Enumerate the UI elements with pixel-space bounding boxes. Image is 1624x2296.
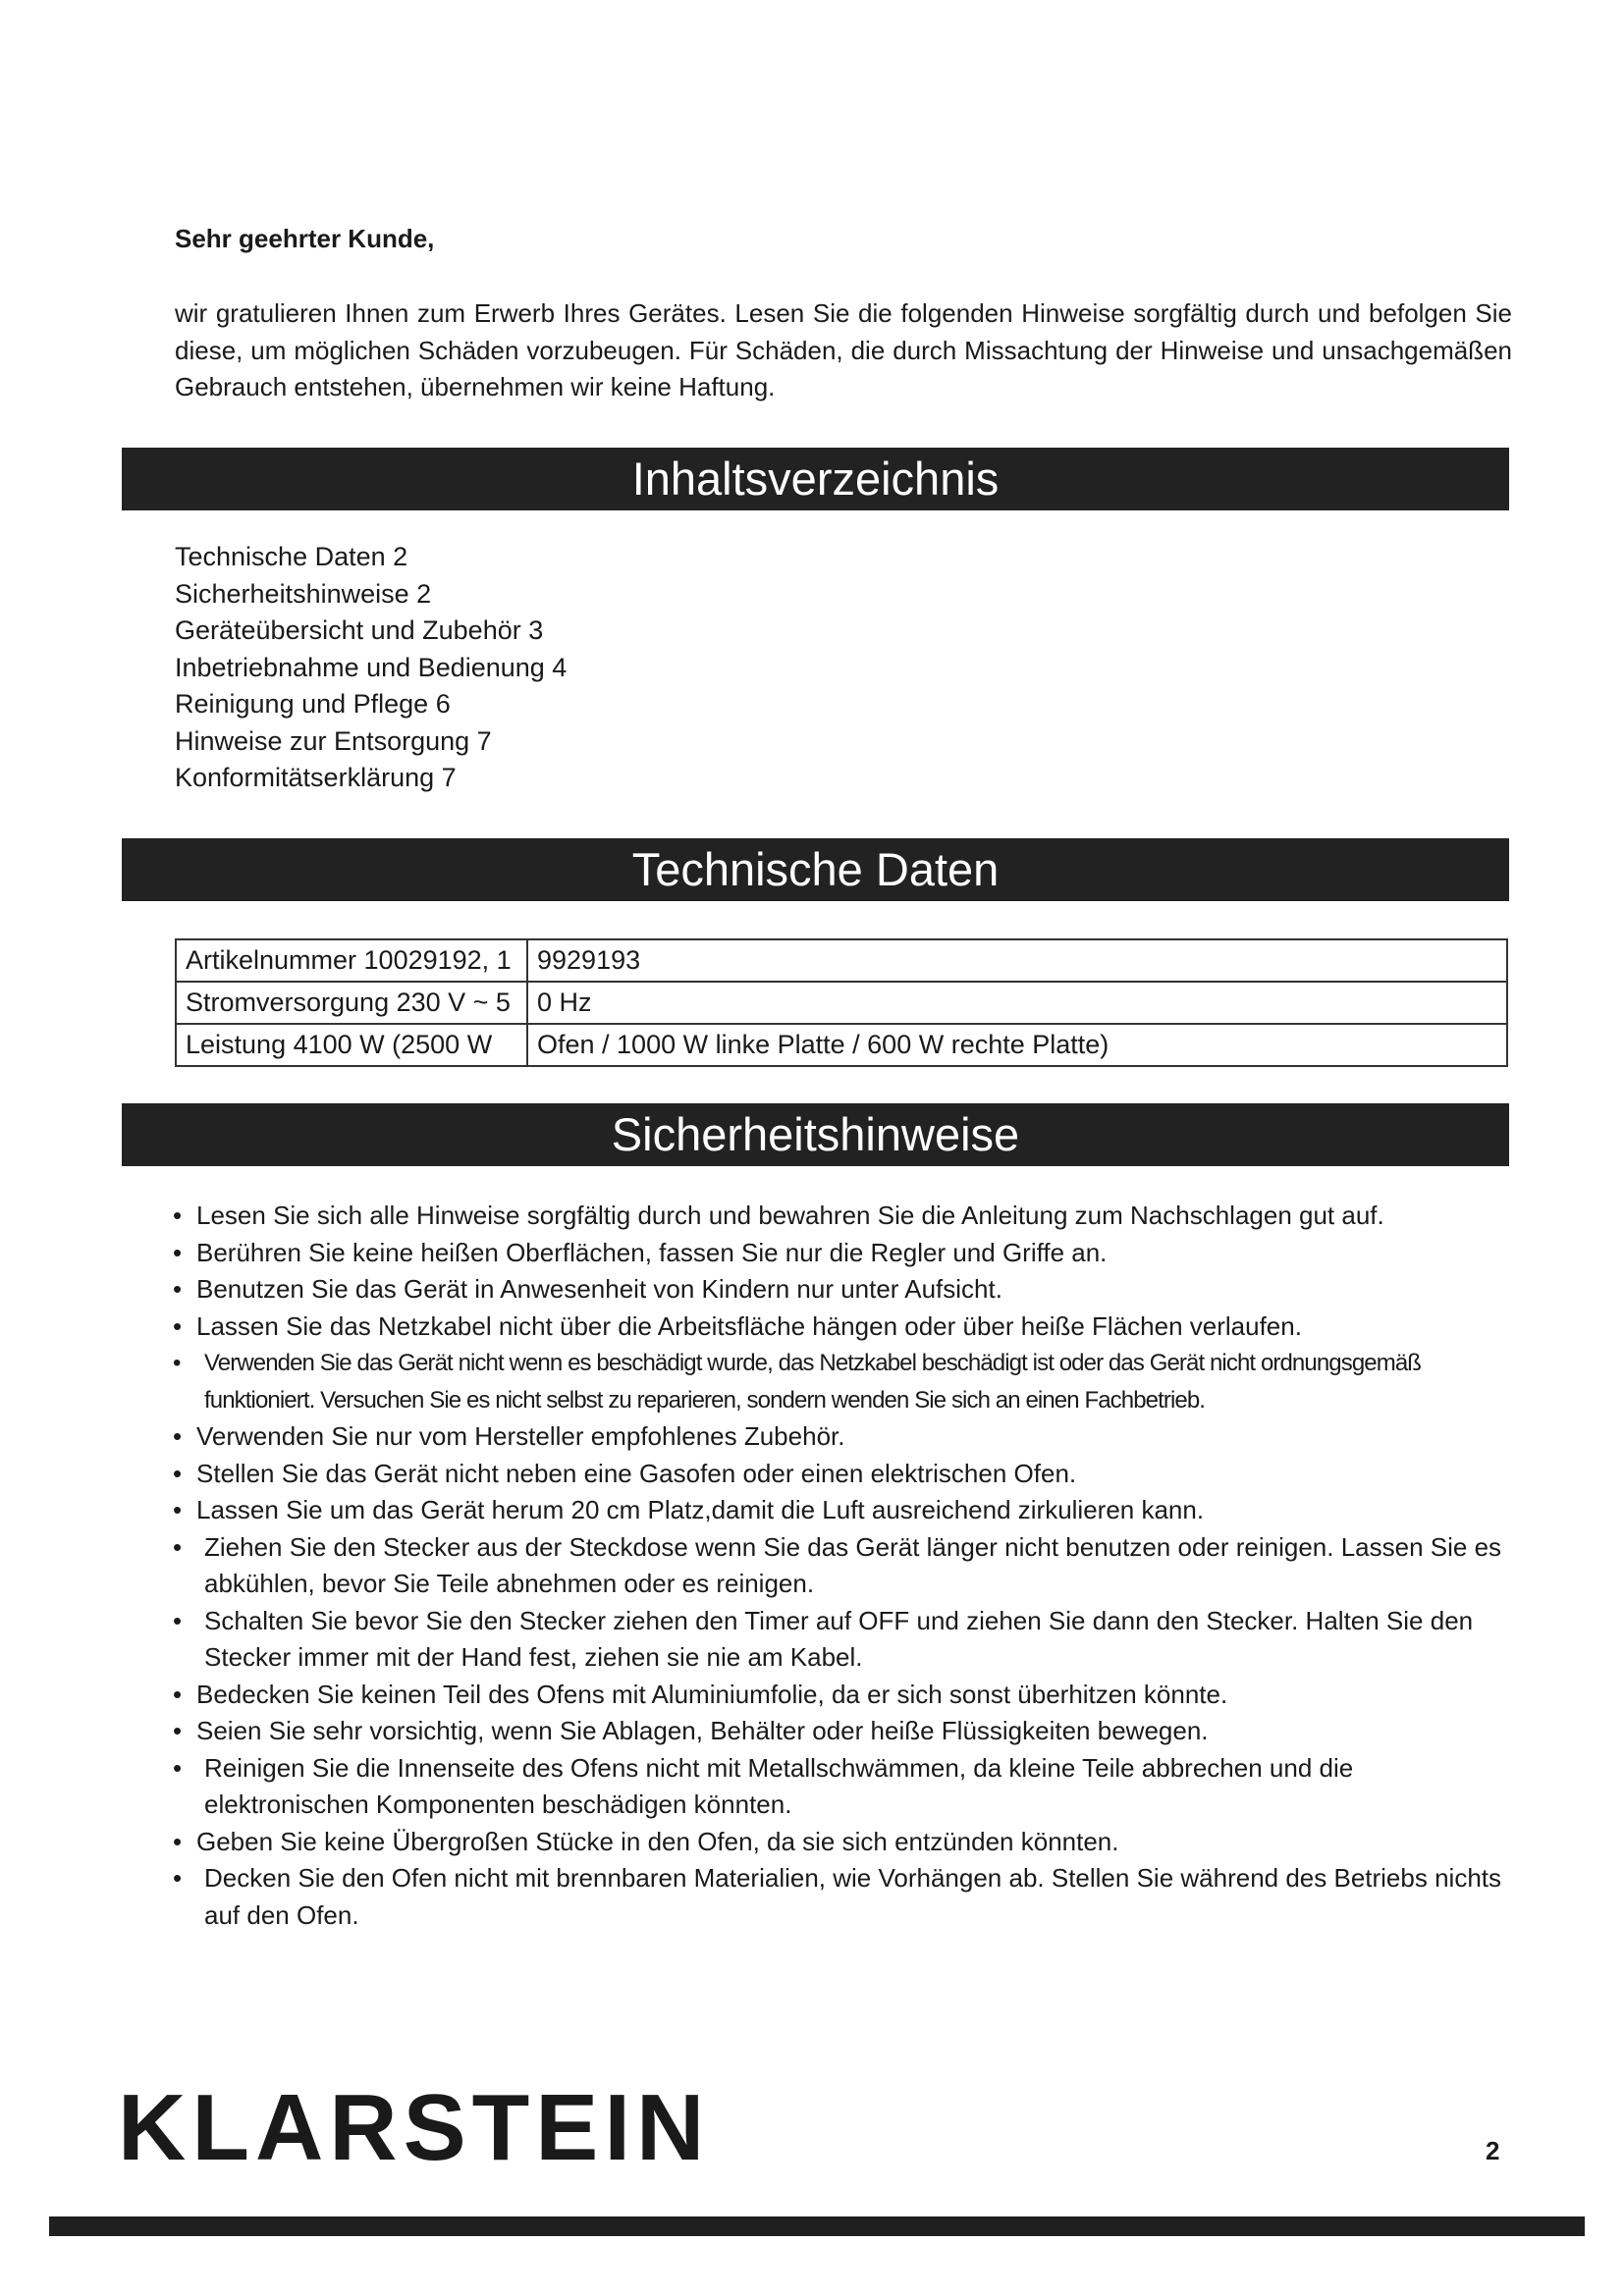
bullet-icon: • [173,1350,181,1376]
table-cell-label: Leistung 4100 W (2500 W [176,1024,527,1066]
table-row [176,982,1507,1024]
list-item [173,1198,1516,1235]
list-item [173,1860,1516,1934]
list-item-text: Decken Sie den Ofen nicht mit brennbaren Materialien, wie Vorhängen ab. Stellen Sie während des Betriebs nichts auf den Ofen. [204,1863,1501,1930]
bullet-icon: • [173,1716,183,1745]
list-item-text: Seien Sie sehr vorsichtig, wenn Sie Ablagen, Behälter oder heiße Flüssigkeiten bewegen. [196,1716,1209,1745]
list-item [173,1713,1516,1750]
table-of-contents [175,539,567,797]
table-cell-value: 0 Hz [527,982,1507,1024]
table-cell-label: Artikelnummer 10029192, 1 [176,939,527,982]
bullet-icon: • [173,1237,183,1267]
bullet-icon: • [173,1201,183,1230]
list-item-text: Lesen Sie sich alle Hinweise sorgfältig durch und bewahren Sie die Anleitung zum Nachschlagen gut auf. [196,1201,1384,1230]
page-number: 2 [1486,2136,1500,2165]
toc-item: Technische Daten 2 [175,542,408,571]
list-item-text: Lassen Sie das Netzkabel nicht über die Arbeitsfläche hängen oder über heiße Flächen verlaufen. [196,1310,1302,1341]
toc-item: Reinigung und Pflege 6 [175,689,451,719]
list-item-text: Verwenden Sie das Gerät nicht wenn es beschädigt wurde, das Netzkabel beschädigt ist oder das Gerät nicht ordnungsgemäß funktioniert. Versuchen Sie es nicht selbst zu reparieren, sondern wenden Sie sich an einen Fachbetrieb. [204,1350,1422,1414]
bullet-icon: • [173,1495,183,1524]
list-item-text: Geben Sie keine Übergroßen Stücke in den Ofen, da sie sich entzünden könnten. [196,1826,1119,1856]
list-item-text: Verwenden Sie nur vom Hersteller empfohlenes Zubehör. [196,1421,845,1451]
footer-bar [49,2216,1585,2236]
bullet-icon: • [173,1274,183,1304]
bullet-icon: • [173,1310,183,1341]
list-item [173,1308,1516,1346]
toc-item: Konformitätserklärung 7 [175,763,457,792]
bullet-icon: • [173,1679,183,1709]
list-item-text: Lassen Sie um das Gerät herum 20 cm Platz,damit die Luft ausreichend zirkulieren kann. [196,1495,1205,1524]
list-item-text: Benutzen Sie das Gerät in Anwesenheit von Kindern nur unter Aufsicht. [196,1274,1002,1304]
list-item-text: Berühren Sie keine heißen Oberflächen, fassen Sie nur die Regler und Griffe an. [196,1237,1108,1267]
intro-paragraph: wir gratulieren Ihnen zum Erwerb Ihres Gerätes. Lesen Sie die folgenden Hinweise sorgfältig durch und befolgen Sie diese, um möglichen Schäden vorzubeugen. Für Schäden, die durch Missachtung der Hinweise und unsachgemäßen Gebrauch entstehen, übernehmen wir keine Haftung. [175,298,1512,401]
table-row [176,1024,1507,1066]
table-row [176,939,1507,982]
list-item [173,1677,1516,1714]
list-item [173,1235,1516,1272]
list-item-text: Reinigen Sie die Innenseite des Ofens nicht mit Metallschwämmen, da kleine Teile abbrechen und die elektronischen Komponenten beschädigen könnten. [204,1752,1354,1819]
list-item-text: Stellen Sie das Gerät nicht neben eine Gasofen oder einen elektrischen Ofen. [196,1458,1077,1488]
list-item [173,1271,1516,1308]
table-cell-label: Stromversorgung 230 V ~ 5 [176,982,527,1024]
toc-item: Geräteübersicht und Zubehör 3 [175,615,544,645]
brand-logo: KLARSTEIN [118,2075,711,2180]
list-item [173,1345,1516,1418]
list-item-text: Ziehen Sie den Stecker aus der Steckdose wenn Sie das Gerät länger nicht benutzen oder reinigen. Lassen Sie es abkühlen, bevor Sie Teile abnehmen oder es reinigen. [204,1531,1502,1598]
toc-item: Hinweise zur Entsorgung 7 [175,725,492,756]
safety-list [173,1198,1516,1934]
list-item [173,1492,1516,1529]
list-item [173,1456,1516,1493]
bullet-icon: • [173,1826,183,1856]
list-item [173,1418,1516,1456]
tech-data-table [175,938,1508,1067]
safety-heading: Sicherheitshinweise [122,1103,1509,1166]
bullet-icon: • [173,1605,183,1635]
list-item-text: Bedecken Sie keinen Teil des Ofens mit Aluminiumfolie, da er sich sonst überhitzen könnte. [196,1679,1228,1709]
list-item [173,1529,1516,1603]
bullet-icon: • [173,1458,183,1488]
bullet-icon: • [173,1863,183,1893]
toc-heading: Inhaltsverzeichnis [122,448,1509,510]
tech-data-heading: Technische Daten [122,838,1509,901]
list-item-text: Schalten Sie bevor Sie den Stecker ziehen den Timer auf OFF und ziehen Sie dann den Stecker. Halten Sie den Stecker immer mit der Hand fest, ziehen sie nie am Kabel. [204,1605,1474,1672]
salutation: Sehr geehrter Kunde, [175,224,435,253]
table-cell-value: 9929193 [527,939,1507,982]
list-item [173,1603,1516,1677]
toc-item: Inbetriebnahme und Bedienung 4 [175,652,568,682]
bullet-icon: • [173,1752,183,1783]
bullet-icon: • [173,1421,183,1451]
table-cell-value: Ofen / 1000 W linke Platte / 600 W rechte Platte) [527,1024,1507,1066]
bullet-icon: • [173,1531,183,1562]
toc-item: Sicherheitshinweise 2 [175,578,432,609]
list-item [173,1750,1516,1824]
list-item [173,1824,1516,1861]
